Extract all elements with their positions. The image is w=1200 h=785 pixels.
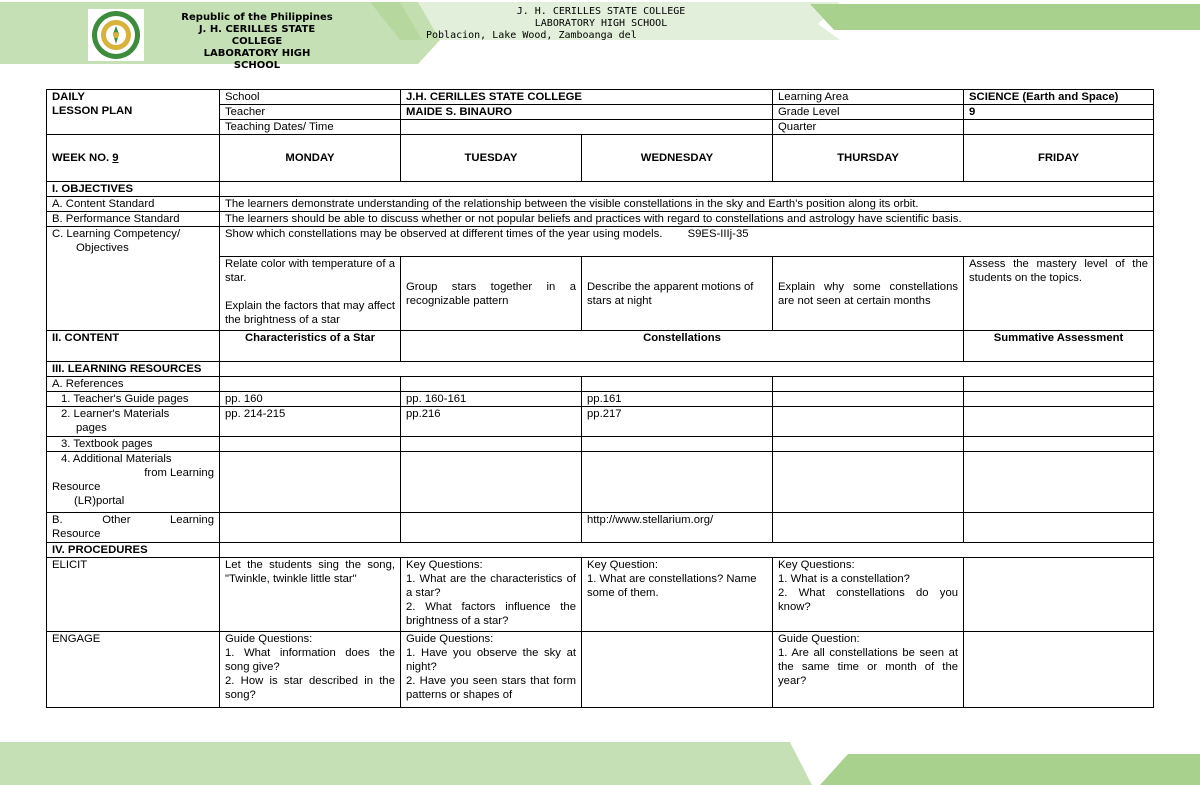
header-left-line: Republic of the Philippines (181, 12, 333, 23)
elicit-wednesday (582, 558, 773, 632)
objective-monday (220, 257, 401, 331)
content-standard-label: A. Content Standard (47, 197, 220, 212)
references-label: A. References (47, 377, 220, 392)
empty-cell (773, 513, 964, 543)
engage-line: Guide Questions: (406, 633, 494, 645)
engage-line: Guide Question: (778, 633, 860, 645)
other-label-line: Resource (52, 528, 101, 540)
procedures-heading: IV. PROCEDURES (47, 543, 220, 558)
engage-line: 2. Have you seen stars that form patterns or shapes of (406, 675, 576, 701)
elicit-line: Key Questions: (778, 559, 855, 571)
empty-cell (220, 377, 401, 392)
lm-label (47, 407, 220, 437)
empty-cell (773, 377, 964, 392)
empty-cell (964, 452, 1154, 513)
content-friday: Summative Assessment (964, 331, 1154, 362)
header-left (162, 12, 352, 72)
engage-line: 1. Have you observe the sky at night? (406, 647, 576, 673)
other-label-line: B. Other Learning (52, 514, 214, 526)
empty-cell (582, 452, 773, 513)
tg-value: pp. 160-161 (401, 392, 582, 407)
empty-cell (220, 543, 1154, 558)
teacher-value: MAIDE S. BINAURO (401, 105, 773, 120)
title-line: LESSON PLAN (52, 105, 133, 117)
tg-value: pp. 160 (220, 392, 401, 407)
elicit-line: 1. What are constellations? Name some of them. (587, 573, 757, 599)
engage-thursday (773, 632, 964, 708)
elicit-line: Key Question: (587, 559, 658, 571)
objective-line: Explain the factors that may affect the brightness of a star (225, 300, 395, 326)
empty-cell (220, 362, 1154, 377)
resources-heading: III. LEARNING RESOURCES (47, 362, 220, 377)
empty-cell (220, 182, 1154, 197)
empty-cell (401, 513, 582, 543)
engage-line: 2. How is star described in the song? (225, 675, 395, 701)
area-label: Learning Area (773, 90, 964, 105)
empty-cell (773, 437, 964, 452)
am-label (47, 452, 220, 513)
empty-cell (220, 513, 401, 543)
am-label-line: from Learning (144, 467, 214, 479)
performance-standard: The learners should be able to discuss whether or not popular beliefs and practices with regard to constellations and astrology have scientific basis. (220, 212, 1154, 227)
empty-cell (964, 407, 1154, 437)
tb-label: 3. Textbook pages (47, 437, 220, 452)
elicit-line: Key Questions: (406, 559, 483, 571)
competency-label (47, 227, 220, 331)
lm-value: pp.217 (582, 407, 773, 437)
engage-monday (220, 632, 401, 708)
empty-cell (220, 437, 401, 452)
quarter-label: Quarter (773, 120, 964, 135)
empty-cell (401, 437, 582, 452)
empty-cell (964, 632, 1154, 708)
content-constellations: Constellations (401, 331, 964, 362)
engage-tuesday (401, 632, 582, 708)
content-monday: Characteristics of a Star (220, 331, 401, 362)
tg-label: 1. Teacher's Guide pages (47, 392, 220, 407)
week-label (47, 135, 220, 182)
header-right-line1: J. H. CERILLES STATE COLLEGE (516, 6, 686, 17)
dates-label: Teaching Dates/ Time (220, 120, 401, 135)
lesson-plan-title (47, 90, 220, 135)
empty-cell (582, 632, 773, 708)
empty-cell (964, 558, 1154, 632)
empty-cell (401, 377, 582, 392)
dates-value (401, 120, 773, 135)
empty-cell (220, 452, 401, 513)
title-line: DAILY (52, 91, 85, 103)
empty-cell (964, 377, 1154, 392)
elicit-line: 2. What constellations do you know? (778, 587, 959, 613)
elicit-line: 1. What are the characteristics of a star? (406, 573, 576, 599)
elicit-line: 1. What is a constellation? (778, 573, 910, 585)
objective-tuesday: Group stars together in a recognizable pattern (401, 257, 582, 331)
lm-value: pp. 214-215 (220, 407, 401, 437)
engage-label: ENGAGE (47, 632, 220, 708)
objective-friday: Assess the mastery level of the students on the topics. (964, 257, 1154, 331)
empty-cell (401, 452, 582, 513)
day-header: WEDNESDAY (582, 135, 773, 182)
elicit-thursday (773, 558, 964, 632)
header-left-line: SCHOOL (233, 60, 281, 71)
quarter-value (964, 120, 1154, 135)
header-right-line3: Poblacion, Lake Wood, Zamboanga del (426, 30, 637, 41)
school-label: School (220, 90, 401, 105)
engage-line: 1. Are all constellations be seen at the same time or month of the year? (778, 647, 959, 687)
empty-cell (964, 392, 1154, 407)
objectives-heading: I. OBJECTIVES (47, 182, 220, 197)
objective-line: Relate color with temperature of a star. (225, 258, 395, 284)
empty-cell (773, 392, 964, 407)
teacher-label: Teacher (220, 105, 401, 120)
competency-text: Show which constellations may be observed at different times of the year using models. (225, 228, 663, 240)
empty-cell (582, 437, 773, 452)
elicit-line: 2. What factors influence the brightness of a star? (406, 601, 576, 627)
competency-label-line: C. Learning Competency/ (52, 228, 181, 240)
empty-cell (582, 377, 773, 392)
lm-label-line: 2. Learner's Materials (61, 408, 170, 420)
header-left-line: J. H. CERILLES STATE (198, 24, 316, 35)
am-label-line: (LR)portal (74, 495, 125, 507)
header-right (426, 6, 846, 42)
competency-code: S9ES-IIIj-35 (687, 228, 749, 240)
engage-line: 1. What information does the song give? (225, 647, 395, 673)
am-label-line: 4. Additional Materials (61, 453, 172, 465)
objective-wednesday: Describe the apparent motions of stars at night (582, 257, 773, 331)
other-label (47, 513, 220, 543)
header-left-line: LABORATORY HIGH (203, 48, 311, 59)
objective-thursday: Explain why some constellations are not seen at certain months (773, 257, 964, 331)
performance-standard-label: B. Performance Standard (47, 212, 220, 227)
week-number: 9 (112, 152, 119, 164)
grade-value: 9 (964, 105, 1154, 120)
content-heading: II. CONTENT (47, 331, 220, 362)
day-header: FRIDAY (964, 135, 1154, 182)
elicit-tuesday (401, 558, 582, 632)
engage-line: Guide Questions: (225, 633, 313, 645)
header-left-line: COLLEGE (231, 36, 283, 47)
content-standard: The learners demonstrate understanding of the relationship between the visible constellations in the sky and Earth's position along its orbit. (220, 197, 1154, 212)
footer-band (0, 742, 1200, 785)
day-header: TUESDAY (401, 135, 582, 182)
other-resource-link[interactable]: http://www.stellarium.org/ (582, 513, 773, 543)
tg-value: pp.161 (582, 392, 773, 407)
lm-label-line: pages (76, 422, 107, 434)
area-value: SCIENCE (Earth and Space) (964, 90, 1154, 105)
grade-label: Grade Level (773, 105, 964, 120)
lm-value: pp.216 (401, 407, 582, 437)
day-header: MONDAY (220, 135, 401, 182)
lesson-plan-table (46, 89, 1154, 708)
empty-cell (773, 452, 964, 513)
college-seal-icon (88, 9, 144, 61)
empty-cell (773, 407, 964, 437)
header-right-line2: LABORATORY HIGH SCHOOL (534, 18, 668, 29)
school-value: J.H. CERILLES STATE COLLEGE (401, 90, 773, 105)
empty-cell (964, 513, 1154, 543)
competency (220, 227, 1154, 257)
elicit-label: ELICIT (47, 558, 220, 632)
day-header: THURSDAY (773, 135, 964, 182)
competency-label-line: Objectives (76, 242, 129, 254)
elicit-monday: Let the students sing the song, "Twinkle, twinkle little star" (220, 558, 401, 632)
am-label-line: Resource (52, 481, 101, 493)
week-label-text: WEEK NO. (52, 152, 110, 164)
empty-cell (964, 437, 1154, 452)
